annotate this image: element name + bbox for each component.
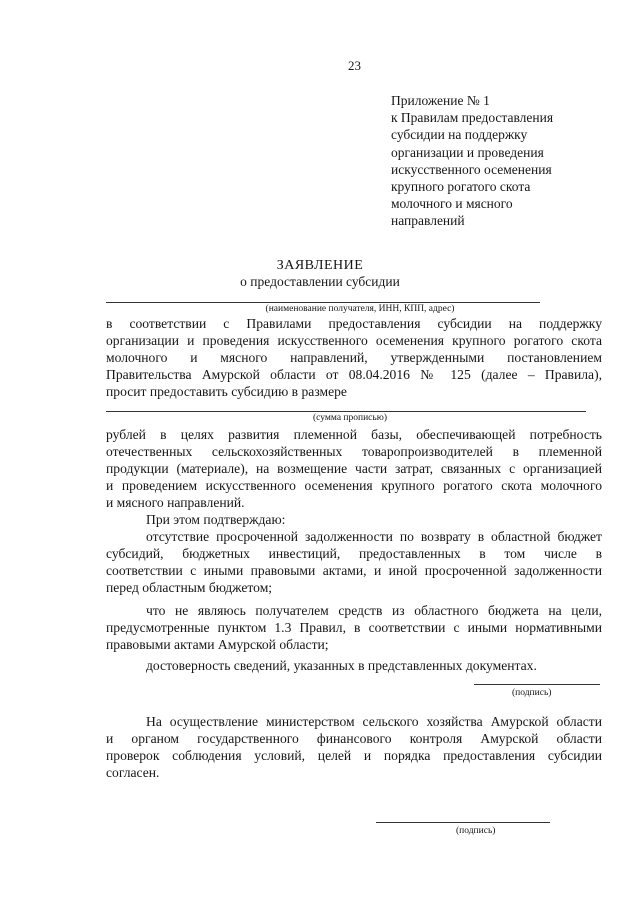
confirm-item-accuracy: достоверность сведений, указанных в представленных документах. bbox=[146, 658, 537, 673]
signature-caption: (подпись) bbox=[512, 688, 552, 698]
signature-line[interactable] bbox=[376, 822, 550, 823]
signature-line[interactable] bbox=[474, 684, 600, 685]
paragraph-purpose bbox=[106, 427, 602, 511]
appendix-line: Приложение № 1 bbox=[391, 93, 490, 108]
document-title: ЗАЯВЛЕНИЕ bbox=[276, 258, 364, 273]
text-line: На осуществление министерством сельского хозяйства Амурской области bbox=[146, 714, 602, 729]
appendix-line: искусственного осеменения bbox=[391, 161, 552, 177]
paragraph-request bbox=[106, 316, 602, 400]
text-line: проверок соблюдения условий, целей и порядка предоставления субсидии bbox=[106, 747, 602, 763]
text-line: отечественных сельскохозяйственных товаропроизводителей в племенной bbox=[106, 443, 602, 459]
text-line: просит предоставить субсидию в размере bbox=[106, 383, 347, 399]
text-line: отсутствие просроченной задолженности по возврату в областной бюджет bbox=[146, 529, 602, 544]
text-line: что не являюсь получателем средств из областного бюджета на цели, bbox=[146, 603, 602, 618]
text-line: правовыми актами Амурской области; bbox=[106, 636, 329, 652]
appendix-line: направлений bbox=[391, 213, 465, 229]
page-number: 23 bbox=[348, 58, 361, 73]
text-line: предусмотренные пунктом 1.3 Правил, в соответствии с иными нормативными bbox=[106, 619, 602, 635]
confirm-item-not-recipient bbox=[106, 603, 602, 654]
text-line: соответствии с иными правовыми актами, и иной просроченной задолженности bbox=[106, 562, 602, 578]
text-line: и проведением искусственного осеменения крупного рогатого скота молочного bbox=[106, 477, 602, 493]
appendix-line: молочного и мясного bbox=[391, 196, 513, 212]
confirm-intro: При этом подтверждаю: bbox=[146, 512, 286, 527]
appendix-line: организации и проведения bbox=[391, 144, 544, 160]
text-line: и органом государственного финансового контроля Амурской области bbox=[106, 730, 602, 746]
appendix-line: к Правилам предоставления bbox=[391, 110, 554, 126]
text-line: продукции (материале), на возмещение части затрат, связанных с организацией bbox=[106, 460, 602, 476]
text-line: молочного и мясного направлений, утвержденными постановлением bbox=[106, 349, 602, 365]
paragraph-consent bbox=[106, 714, 602, 782]
text-line: рублей в целях развития племенной базы, обеспечивающей потребность bbox=[106, 427, 602, 442]
signature-caption: (подпись) bbox=[456, 826, 496, 836]
text-line: Правительства Амурской области от 08.04.2016 № 125 (далее – Правила), bbox=[106, 366, 602, 382]
appendix-header bbox=[391, 92, 553, 230]
appendix-line: крупного рогатого скота bbox=[391, 179, 531, 195]
appendix-line: субсидии на поддержку bbox=[391, 127, 528, 143]
text-line: перед областным бюджетом; bbox=[106, 579, 273, 595]
text-line: согласен. bbox=[106, 764, 160, 780]
text-line: субсидий, бюджетных инвестиций, предоставленных в том числе в bbox=[106, 545, 602, 561]
text-line: в соответствии с Правилами предоставления субсидии на поддержку bbox=[106, 316, 602, 331]
text-line: организации и проведения искусственного осеменения крупного рогатого скота bbox=[106, 332, 602, 348]
document-subtitle: о предоставлении субсидии bbox=[240, 274, 400, 289]
recipient-field-caption: (наименование получателя, ИНН, КПП, адрес) bbox=[265, 304, 455, 314]
text-line: и мясного направлений. bbox=[106, 494, 245, 510]
confirm-item-debt bbox=[106, 529, 602, 597]
recipient-field-line[interactable] bbox=[106, 302, 540, 303]
amount-field-caption: (сумма прописью) bbox=[313, 413, 387, 423]
amount-field-line[interactable] bbox=[106, 411, 586, 412]
